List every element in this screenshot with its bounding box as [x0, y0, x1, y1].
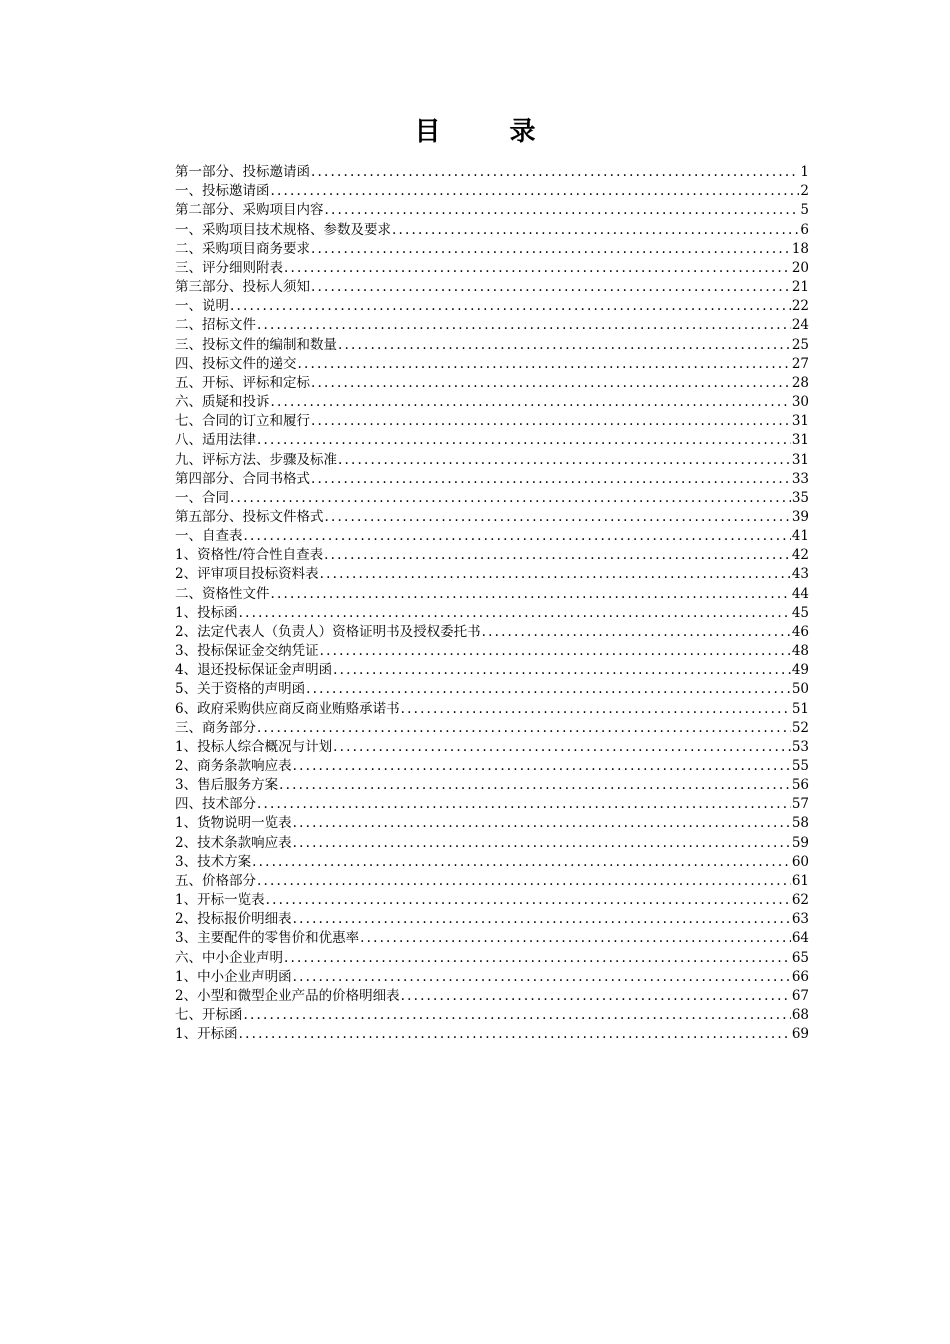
- toc-entry-title: 二、资格性文件: [175, 585, 270, 602]
- toc-entry-title: 1、投标人综合概况与计划: [175, 738, 333, 755]
- toc-entry[interactable]: [175, 814, 809, 833]
- toc-entry-page-number: 30: [791, 394, 809, 411]
- toc-dot-leader: [306, 680, 791, 699]
- toc-entry[interactable]: [175, 431, 809, 450]
- toc-entry-title: 1、资格性/符合性自查表: [175, 547, 324, 564]
- toc-entry-page-number: 68: [791, 1007, 809, 1024]
- toc-dot-leader: [338, 336, 791, 355]
- toc-entry[interactable]: [175, 1025, 809, 1044]
- toc-entry-page-number: 63: [791, 911, 809, 928]
- toc-entry-title: 六、质疑和投诉: [175, 394, 270, 411]
- toc-entry-title: 四、投标文件的递交: [175, 355, 297, 372]
- toc-entry[interactable]: [175, 795, 809, 814]
- toc-entry-page-number: 22: [791, 298, 809, 315]
- toc-entry-title: 2、投标报价明细表: [175, 911, 292, 928]
- toc-entry-page-number: 41: [791, 528, 809, 545]
- toc-dot-leader: [284, 949, 791, 968]
- toc-entry-title: 七、合同的订立和履行: [175, 413, 310, 430]
- toc-entry-page-number: 21: [791, 279, 809, 296]
- toc-entry-title: 一、说明: [175, 298, 229, 315]
- toc-entry[interactable]: [175, 987, 809, 1006]
- toc-entry-title: 一、投标邀请函: [175, 183, 270, 200]
- toc-entry-page-number: 58: [791, 815, 809, 832]
- toc-entry[interactable]: [175, 699, 809, 718]
- toc-entry[interactable]: [175, 201, 809, 220]
- toc-entry-page-number: 65: [791, 949, 809, 966]
- toc-entry-title: 五、开标、评标和定标: [175, 374, 310, 391]
- toc-entry-title: 1、投标函: [175, 604, 238, 621]
- toc-entry-title: 七、开标函: [175, 1007, 243, 1024]
- toc-entry-page-number: 46: [791, 623, 809, 640]
- toc-entry-title: 三、评分细则附表: [175, 259, 283, 276]
- toc-entry[interactable]: [175, 297, 809, 316]
- toc-entry-title: 第五部分、投标文件格式: [175, 508, 324, 525]
- toc-entry-page-number: 48: [791, 643, 809, 660]
- toc-entry-page-number: 59: [791, 834, 809, 851]
- toc-entry[interactable]: [175, 163, 809, 182]
- toc-entry-page-number: 24: [791, 317, 809, 334]
- toc-entry[interactable]: [175, 719, 809, 738]
- toc-dot-leader: [320, 642, 791, 661]
- toc-entry-page-number: 20: [791, 259, 809, 276]
- toc-entry-title: 6、政府采购供应商反商业贿赂承诺书: [175, 700, 400, 717]
- toc-entry-page-number: 64: [791, 930, 809, 947]
- toc-entry-page-number: 52: [791, 719, 809, 736]
- toc-dot-leader: [338, 451, 791, 470]
- toc-entry[interactable]: [175, 623, 809, 642]
- toc-dot-leader: [230, 297, 791, 316]
- toc-dot-leader: [333, 661, 791, 680]
- toc-dot-leader: [293, 968, 791, 987]
- toc-dot-leader: [298, 355, 791, 374]
- toc-entry[interactable]: [175, 757, 809, 776]
- toc-entry-title: 4、退还投标保证金声明函: [175, 662, 333, 679]
- toc-dot-leader: [257, 872, 791, 891]
- toc-entry-title: 五、价格部分: [175, 872, 256, 889]
- toc-entry[interactable]: [175, 891, 809, 910]
- toc-entry[interactable]: [175, 316, 809, 335]
- toc-dot-leader: [244, 527, 791, 546]
- toc-dot-leader: [482, 623, 791, 642]
- toc-entry-page-number: 60: [791, 853, 809, 870]
- toc-dot-leader: [311, 412, 791, 431]
- toc-dot-leader: [401, 700, 791, 719]
- toc-entry[interactable]: [175, 565, 809, 584]
- toc-entry[interactable]: [175, 661, 809, 680]
- toc-entry-page-number: 57: [791, 796, 809, 813]
- toc-title: 目 录: [414, 117, 566, 147]
- toc-entry-title: 3、投标保证金交纳凭证: [175, 643, 319, 660]
- toc-entry[interactable]: [175, 738, 809, 757]
- toc-entry[interactable]: [175, 853, 809, 872]
- toc-dot-leader: [257, 795, 791, 814]
- toc-dot-leader: [360, 929, 791, 948]
- toc-entry[interactable]: [175, 527, 809, 546]
- toc-entry[interactable]: [175, 546, 809, 565]
- toc-dot-leader: [293, 910, 791, 929]
- toc-entry-page-number: 39: [791, 508, 809, 525]
- toc-entry[interactable]: [175, 1006, 809, 1025]
- toc-entry-title: 一、采购项目技术规格、参数及要求: [175, 221, 391, 238]
- toc-entry[interactable]: [175, 259, 809, 278]
- toc-dot-leader: [311, 374, 791, 393]
- toc-entry-title: 1、货物说明一览表: [175, 815, 292, 832]
- toc-entry-title: 2、小型和微型企业产品的价格明细表: [175, 987, 400, 1004]
- toc-entry[interactable]: [175, 776, 809, 795]
- toc-dot-leader: [311, 470, 791, 489]
- toc-entry-title: 3、售后服务方案: [175, 777, 279, 794]
- toc-dot-leader: [271, 393, 791, 412]
- toc-entry-page-number: 2: [800, 183, 809, 200]
- toc-entry-title: 二、招标文件: [175, 317, 256, 334]
- toc-dot-leader: [311, 278, 791, 297]
- toc-entry-page-number: 33: [791, 470, 809, 487]
- toc-dot-leader: [284, 259, 791, 278]
- toc-entry-page-number: 66: [791, 968, 809, 985]
- toc-entry-title: 第三部分、投标人须知: [175, 279, 310, 296]
- table-of-contents: [175, 163, 809, 1044]
- toc-dot-leader: [333, 738, 791, 757]
- toc-entry-title: 1、开标函: [175, 1026, 238, 1043]
- toc-entry[interactable]: [175, 182, 809, 201]
- toc-entry-title: 三、投标文件的编制和数量: [175, 336, 337, 353]
- toc-entry[interactable]: [175, 470, 809, 489]
- toc-entry-page-number: 18: [791, 240, 809, 257]
- toc-entry-title: 第二部分、采购项目内容: [175, 202, 324, 219]
- toc-entry-page-number: 31: [791, 413, 809, 430]
- toc-dot-leader: [244, 1006, 791, 1025]
- toc-entry-title: 九、评标方法、步骤及标准: [175, 451, 337, 468]
- toc-dot-leader: [239, 604, 791, 623]
- toc-entry[interactable]: [175, 929, 809, 948]
- toc-dot-leader: [279, 776, 791, 795]
- toc-entry-title: 三、商务部分: [175, 719, 256, 736]
- toc-dot-leader: [271, 585, 791, 604]
- toc-entry-title: 1、中小企业声明函: [175, 968, 292, 985]
- toc-entry[interactable]: [175, 948, 809, 967]
- toc-dot-leader: [401, 987, 791, 1006]
- toc-dot-leader: [320, 565, 791, 584]
- toc-entry-page-number: 31: [791, 432, 809, 449]
- toc-dot-leader: [311, 240, 791, 259]
- toc-entry[interactable]: [175, 508, 809, 527]
- toc-entry-page-number: 44: [791, 585, 809, 602]
- toc-entry-page-number: 49: [791, 662, 809, 679]
- toc-entry-page-number: 6: [800, 221, 809, 238]
- toc-entry-title: 3、主要配件的零售价和优惠率: [175, 930, 360, 947]
- toc-entry-title: 5、关于资格的声明函: [175, 681, 306, 698]
- toc-entry-title: 1、开标一览表: [175, 892, 265, 909]
- toc-dot-leader: [325, 508, 791, 527]
- toc-dot-leader: [293, 834, 791, 853]
- toc-entry-page-number: 67: [791, 987, 809, 1004]
- toc-entry-title: 一、合同: [175, 489, 229, 506]
- toc-entry[interactable]: [175, 374, 809, 393]
- toc-entry-title: 2、评审项目投标资料表: [175, 566, 319, 583]
- toc-entry-page-number: 53: [791, 738, 809, 755]
- toc-entry[interactable]: [175, 220, 809, 239]
- toc-entry[interactable]: [175, 412, 809, 431]
- toc-entry-title: 2、商务条款响应表: [175, 758, 292, 774]
- toc-entry-page-number: 27: [791, 355, 809, 372]
- toc-entry-title: 六、中小企业声明: [175, 949, 283, 966]
- toc-entry-page-number: 56: [791, 777, 809, 794]
- toc-entry[interactable]: [175, 872, 809, 891]
- toc-entry-page-number: 55: [791, 758, 809, 774]
- toc-entry[interactable]: [175, 240, 809, 259]
- toc-dot-leader: [257, 719, 791, 738]
- toc-dot-leader: [324, 546, 791, 565]
- toc-entry[interactable]: [175, 584, 809, 603]
- toc-entry-title: 第四部分、合同书格式: [175, 470, 310, 487]
- toc-dot-leader: [325, 201, 800, 220]
- toc-entry-page-number: 28: [791, 374, 809, 391]
- toc-entry[interactable]: [175, 489, 809, 508]
- toc-entry-page-number: 62: [791, 892, 809, 909]
- toc-dot-leader: [293, 814, 791, 833]
- toc-dot-leader: [230, 489, 791, 508]
- toc-entry[interactable]: [175, 393, 809, 412]
- toc-entry-title: 第一部分、投标邀请函: [175, 164, 310, 181]
- toc-entry-title: 3、技术方案: [175, 853, 252, 870]
- toc-entry-page-number: 51: [791, 700, 809, 717]
- toc-entry-page-number: 25: [791, 336, 809, 353]
- toc-entry-title: 2、法定代表人（负责人）资格证明书及授权委托书: [175, 623, 481, 640]
- toc-entry-page-number: 61: [791, 872, 809, 889]
- toc-entry[interactable]: [175, 278, 809, 297]
- toc-entry-page-number: 69: [791, 1026, 809, 1043]
- toc-dot-leader: [271, 182, 800, 201]
- toc-entry[interactable]: [175, 642, 809, 661]
- toc-entry[interactable]: [175, 355, 809, 374]
- toc-entry[interactable]: [175, 910, 809, 929]
- toc-dot-leader: [257, 316, 791, 335]
- toc-dot-leader: [311, 163, 799, 182]
- toc-dot-leader: [392, 221, 799, 240]
- toc-entry-page-number: 45: [791, 604, 809, 621]
- toc-entry-title: 四、技术部分: [175, 796, 256, 813]
- toc-entry-page-number: 35: [791, 489, 809, 506]
- toc-entry-page-number: 1: [800, 164, 809, 181]
- toc-dot-leader: [257, 431, 791, 450]
- toc-entry-page-number: 42: [791, 547, 809, 564]
- toc-dot-leader: [293, 757, 791, 776]
- toc-entry[interactable]: [175, 335, 809, 354]
- toc-dot-leader: [239, 1025, 791, 1044]
- toc-entry-page-number: 31: [791, 451, 809, 468]
- toc-entry-page-number: 50: [791, 681, 809, 698]
- toc-entry-page-number: 5: [800, 202, 809, 219]
- toc-entry[interactable]: [175, 450, 809, 469]
- toc-entry-page-number: 43: [791, 566, 809, 583]
- toc-entry-title: 2、技术条款响应表: [175, 834, 292, 851]
- toc-entry-title: 八、适用法律: [175, 432, 256, 449]
- toc-dot-leader: [252, 853, 791, 872]
- toc-entry[interactable]: [175, 968, 809, 987]
- toc-entry-title: 一、自查表: [175, 528, 243, 545]
- toc-entry[interactable]: [175, 833, 809, 852]
- toc-entry[interactable]: [175, 604, 809, 623]
- toc-dot-leader: [266, 891, 791, 910]
- toc-entry[interactable]: [175, 680, 809, 699]
- toc-entry-title: 二、采购项目商务要求: [175, 240, 310, 257]
